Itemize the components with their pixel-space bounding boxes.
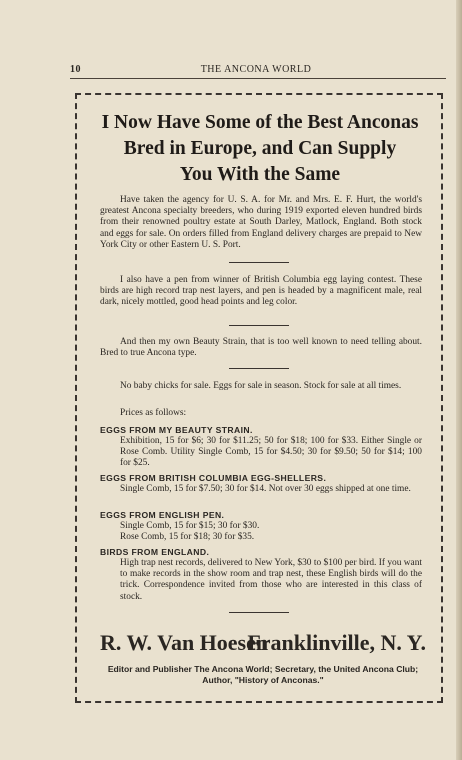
section-line-english-pen-single: Single Comb, 15 for $15; 30 for $30. bbox=[120, 521, 260, 531]
advertiser-name: R. W. Van Hoesen bbox=[100, 630, 269, 655]
pen-text: I also have a pen from winner of British Columbia egg laying contest. These birds are high record trap nest layers, and pen is headed by a magnificent male, real dark, nicely mottled, good head points and leg color. bbox=[100, 275, 422, 308]
pen-paragraph bbox=[100, 275, 422, 309]
divider bbox=[229, 325, 289, 326]
divider bbox=[229, 368, 289, 369]
strain-text: And then my own Beauty Strain, that is too well known to need telling about. Bred to true Ancona type. bbox=[100, 337, 422, 359]
section-heading-english-pen: EGGS FROM ENGLISH PEN. bbox=[100, 510, 225, 520]
headline-line-3: You With the Same bbox=[179, 164, 341, 185]
advertiser-location: Franklinville, N. Y. bbox=[247, 630, 426, 655]
section-body-british-columbia: Single Comb, 15 for $7.50; 30 for $14. Not over 30 eggs shipped at one time. bbox=[120, 484, 411, 494]
signature bbox=[100, 630, 426, 660]
page-header bbox=[70, 64, 442, 78]
no-chicks-paragraph bbox=[100, 381, 422, 392]
section-body-beauty-strain: Exhibition, 15 for $6; 30 for $11.25; 50 for $18; 100 for $33. Either Single or Rose Comb. Utility Single Comb, 15 for $4.50; 30 for $9.50; 50 for $14; 100 for $25. bbox=[120, 436, 422, 469]
advertiser-tagline: Editor and Publisher The Ancona World; Secretary, the United Ancona Club; Author, "History of Anconas." bbox=[107, 664, 419, 685]
agency-paragraph bbox=[100, 195, 422, 251]
prices-intro-text: Prices as follows: bbox=[120, 408, 187, 418]
page-number: 10 bbox=[70, 64, 81, 75]
header-rule bbox=[70, 78, 446, 79]
headline-line-2: Bred in Europe, and Can Supply bbox=[123, 138, 397, 159]
running-title: THE ANCONA WORLD bbox=[200, 64, 312, 75]
divider bbox=[229, 612, 289, 613]
section-heading-birds-england: BIRDS FROM ENGLAND. bbox=[100, 547, 210, 557]
strain-paragraph bbox=[100, 337, 422, 359]
no-chicks-text: No baby chicks for sale. Eggs for sale in season. Stock for sale at all times. bbox=[120, 381, 402, 391]
section-line-english-pen-rose: Rose Comb, 15 for $18; 30 for $35. bbox=[120, 532, 255, 542]
headline-line-1: I Now Have Some of the Best Anconas bbox=[101, 112, 419, 133]
divider bbox=[229, 262, 289, 263]
section-heading-british-columbia: EGGS FROM BRITISH COLUMBIA EGG-SHELLERS. bbox=[100, 473, 327, 483]
section-heading-beauty-strain: EGGS FROM MY BEAUTY STRAIN. bbox=[100, 425, 253, 435]
agency-text: Have taken the agency for U. S. A. for Mr. and Mrs. E. F. Hurt, the world's greatest Ancona specialty breeders, who during 1919 exported eleven hundred birds from their renowned poultry estate at South Darley, Matlock, England. Both stock and eggs for sale. On orders filled from England delivery charges are prepaid to New York City or other Eastern U. S. Port. bbox=[100, 195, 422, 250]
section-body-birds-england: High trap nest records, delivered to New York, $30 to $100 per bird. If you want to make records in the show room and trap nest, these English birds will do the trick. Correspondence invited from those who are interested in this class of stock. bbox=[120, 558, 422, 602]
page-edge bbox=[456, 0, 462, 760]
prices-intro bbox=[100, 408, 422, 419]
headline bbox=[80, 110, 440, 188]
